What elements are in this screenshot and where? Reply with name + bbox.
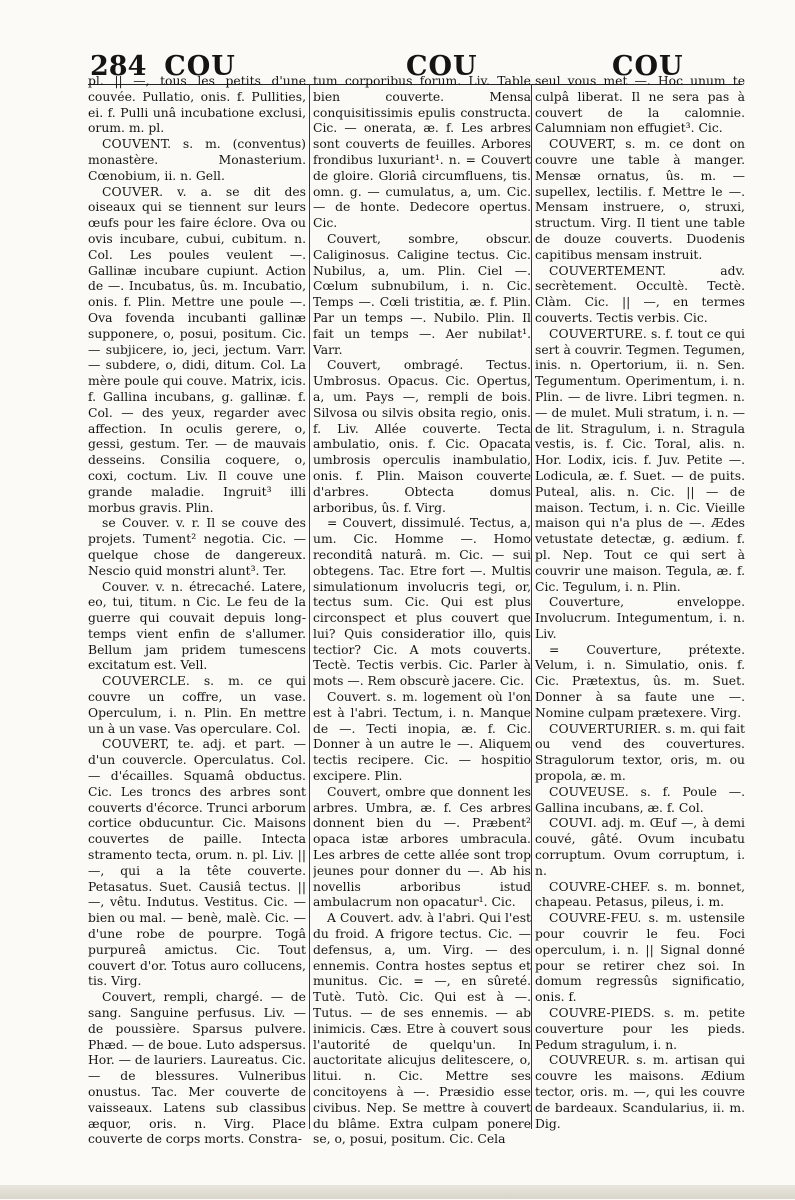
column-divider <box>531 84 532 1129</box>
entry-paragraph: COUVERCLE. s. m. ce qui couvre un coffre, un vase. Operculum, i. n. Plin. En mettre un à un vase. Vas operculare. Col. <box>88 674 306 736</box>
entry-paragraph: seul vous met —. Hoc unum te culpâ liberat. Il ne sera pas à couvert de la calomnie. Calumniam non effugiet³. Cic. <box>535 74 745 136</box>
entry-paragraph: COUVREUR. s. m. artisan qui couvre les maisons. Ædium tector, oris. m. —, qui les couvre de bardeaux. Scandularius, ii. m. Dig. <box>535 1053 745 1131</box>
running-headword-left: COU <box>164 51 236 82</box>
entry-paragraph: Couvert, sombre, obscur. Caliginosus. Caligine tectus. Cic. Nubilus, a, um. Plin. Ciel —. Cœlum subnubilum, i. n. Cic. Temps —. Cœli tristitia, æ. f. Plin. Par un temps —. Nubilo. Plin. Il fait un temps —. Aer nubilat¹. Varr. <box>313 231 531 357</box>
entry-paragraph: A Couvert. adv. à l'abri. Qui l'est du froid. A frigore tectus. Cic. — defensus, a, um. Virg. — des ennemis. Contra hostes septus et munitus. Cic. = —, en sûreté. Tutè. Tutò. Cic. Qui est à —. Tutus. — de ses ennemis. — ab inimicis. Cæs. Etre à couvert sous l'autorité de quelqu'un. In auctoritate alicujus delitescere, o, litui. n. Cic. Mettre ses concitoyens à —. Præsidio esse civibus. Nep. Se mettre à couvert du blâme. Extra culpam ponere se, o, posui, positum. Cic. Cela <box>313 911 531 1147</box>
entry-paragraph: COUVERTURIER. s. m. qui fait ou vend des couvertures. Stragulorum textor, oris, m. ou propola, æ. m. <box>535 721 745 784</box>
entry-paragraph: COUVRE-CHEF. s. m. bonnet, chapeau. Petasus, pileus, i. m. <box>535 879 745 910</box>
entry-paragraph: COUVER. v. a. se dit des oiseaux qui se tiennent sur leurs œufs pour les faire éclore. Ova ou ovis incubare, cubui, cubitum. n. Col. Les poules veulent —. Gallinæ incubare cupiunt. Action de —. Incubatus, ûs. m. Incubatio, onis. f. Plin. Mettre une poule —. Ova fovenda incubanti gallinæ supponere, o, posui, positum. Cic. — subjicere, io, jeci, jectum. Varr. — subdere, o, didi, ditum. Col. La mère poule qui couve. Matrix, icis. f. Gallina incubans, g. gallinæ. f. Col. — des yeux, regarder avec affection. In oculis gerere, o, gessi, gestum. Ter. — de mauvais desseins. Consilia coquere, o, coxi, coctum. Liv. Il couve une grande maladie. Ingruit³ illi morbus gravis. Plin. <box>88 184 306 515</box>
entry-paragraph: COUVERTURE. s. f. tout ce qui sert à couvrir. Tegmen. Tegumen, inis. n. Opertorium, ii. n. Sen. Tegumentum. Operimentum, i. n. Plin. — de livre. Libri tegmen. n. — de mulet. Muli stratum, i. n. — de lit. Stragulum, i. n. Stragula vestis, is. f. Cic. Toral, alis. n. Hor. Lodix, icis. f. Juv. Petite —. Lodicula, æ. f. Suet. — de puits. Puteal, alis. n. Cic. || — de maison. Tectum, i. n. Cic. Vieille maison qui n'a plus de —. Ædes vetustate detectæ, g. ædium. f. pl. Nep. Tout ce qui sert à couvrir une maison. Tegula, æ. f. Cic. Tegulum, i. n. Plin. <box>535 326 745 594</box>
page-number: 284 <box>90 51 147 82</box>
entry-paragraph: COUVI. adj. m. Œuf —, à demi couvé, gâté. Ovum incubatu corruptum. Ovum corruptum, i. n. <box>535 816 745 878</box>
entry-paragraph: Couvert. s. m. logement où l'on est à l'abri. Tectum, i. n. Manque de —. Tecti inopia, æ. f. Cic. Donner à un autre le —. Aliquem tectis recipere. Cic. — hospitio excipere. Plin. <box>313 690 531 784</box>
entry-paragraph: COUVEUSE. s. f. Poule —. Gallina incubans, æ. f. Col. <box>535 784 745 815</box>
running-headword-right: COU <box>612 51 684 82</box>
entry-paragraph: Couver. v. n. étrecaché. Latere, eo, tui, titum. n Cic. Le feu de la guerre qui couvait depuis long-temps vient enfin de s'allumer. Bellum jam pridem tumescens excitatum est. Vell. <box>88 579 306 673</box>
column-3 <box>535 74 745 1149</box>
entry-paragraph: COUVRE-FEU. s. m. ustensile pour couvrir le feu. Foci operculum, i. n. || Signal donné pour se retirer chez soi. In domum regressûs significatio, onis. f. <box>535 911 745 1005</box>
entry-paragraph: tum corporibus forum. Liv. Table bien couverte. Mensa conquisitissimis epulis constructa. Cic. — onerata, æ. f. Les arbres sont couverts de feuilles. Arbores frondibus luxuriant¹. n. = Couvert de gloire. Gloriâ circumfluens, tis. omn. g. — cumulatus, a, um. Cic. — de honte. Dedecore opertus. Cic. <box>313 74 531 231</box>
entry-paragraph: Couverture, enveloppe. Involucrum. Integumentum, i. n. Liv. <box>535 595 745 641</box>
page-bottom-edge <box>0 1185 795 1199</box>
entry-paragraph: = Couvert, dissimulé. Tectus, a, um. Cic. Homme —. Homo reconditâ naturâ. m. Cic. — sui obtegens. Tac. Etre fort —. Multis simulationum involucris tegi, or, tectus sum. Cic. Qui est plus circonspect et plus couvert que lui? Quis consideratior illo, quis tectior? Cic. A mots couverts. Tectè. Tectis verbis. Cic. Parler à mots —. Rem obscurè jacere. Cic. <box>313 516 531 689</box>
entry-paragraph: COUVERT, te. adj. et part. — d'un couvercle. Operculatus. Col. — d'écailles. Squamâ obductus. Cic. Les troncs des arbres sont couverts d'écorce. Trunci arborum cortice obducuntur. Cic. Maisons couvertes de paille. Intecta stramento tecta, orum. n. pl. Liv. || —, qui a la tête couverte. Petasatus. Suet. Causiâ tectus. || —, vêtu. Indutus. Vestitus. Cic. — bien ou mal. — benè, malè. Cic. — d'une robe de pourpre. Togâ purpureâ amictus. Cic. Tout couvert d'or. Totus auro collucens, tis. Virg. <box>88 737 306 989</box>
entry-paragraph: = Couverture, prétexte. Velum, i. n. Simulatio, onis. f. Cic. Prætextus, ûs. m. Suet. Donner à sa faute une —. Nomine culpam prætexere. Virg. <box>535 642 745 720</box>
column-1 <box>88 74 306 1149</box>
entry-paragraph: Couvert, rempli, chargé. — de sang. Sanguine perfusus. Liv. — de poussière. Sparsus pulvere. Phæd. — de boue. Luto adspersus. Hor. — de lauriers. Laureatus. Cic. — de blessures. Vulneribus onustus. Tac. Mer couverte de vaisseaux. Latens sub classibus æquor, oris. n. Virg. Place couverte de corps morts. Constra- <box>88 990 306 1147</box>
column-2 <box>313 74 531 1149</box>
entry-paragraph: COUVRE-PIEDS. s. m. petite couverture pour les pieds. Pedum stragulum, i. n. <box>535 1006 745 1052</box>
entry-paragraph: COUVERTEMENT. adv. secrètement. Occultè. Tectè. Clàm. Cic. || —, en termes couverts. Tectis verbis. Cic. <box>535 263 745 325</box>
column-divider <box>309 84 310 1129</box>
running-headword-center: COU <box>406 51 478 82</box>
entry-paragraph: COUVERT, s. m. ce dont on couvre une table à manger. Mensæ ornatus, ûs. m. — supellex, lectilis. f. Mettre le —. Mensam instruere, o, struxi, structum. Virg. Il tient une table de douze couverts. Duodenis capitibus mensam instruit. <box>535 137 745 262</box>
entry-paragraph: Couvert, ombre que donnent les arbres. Umbra, æ. f. Ces arbres donnent bien du —. Præbent² opaca istæ arbores umbracula. Les arbres de cette allée sont trop jeunes pour donner du —. Ab his novellis arboribus istud ambulacrum non opacatur¹. Cic. <box>313 784 531 910</box>
entry-paragraph: COUVENT. s. m. (conventus) monastère. Monasterium. Cœnobium, ii. n. Gell. <box>88 137 306 183</box>
entry-paragraph: Couvert, ombragé. Tectus. Umbrosus. Opacus. Cic. Opertus, a, um. Pays —, rempli de bois. Silvosa ou silvis obsita regio, onis. f. Liv. Allée couverte. Tecta ambulatio, onis. f. Cic. Opacata umbrosis operculis inambulatio, onis. f. Plin. Maison couverte d'arbres. Obtecta domus arboribus, ûs. f. Virg. <box>313 358 531 515</box>
entry-paragraph: se Couver. v. r. Il se couve des projets. Tument² negotia. Cic. — quelque chose de dangereux. Nescio quid monstri alunt³. Ter. <box>88 516 306 578</box>
entry-paragraph: pl. || —, tous les petits d'une couvée. Pullatio, onis. f. Pullities, ei. f. Pulli unâ incubatione exclusi, orum. m. pl. <box>88 74 306 136</box>
